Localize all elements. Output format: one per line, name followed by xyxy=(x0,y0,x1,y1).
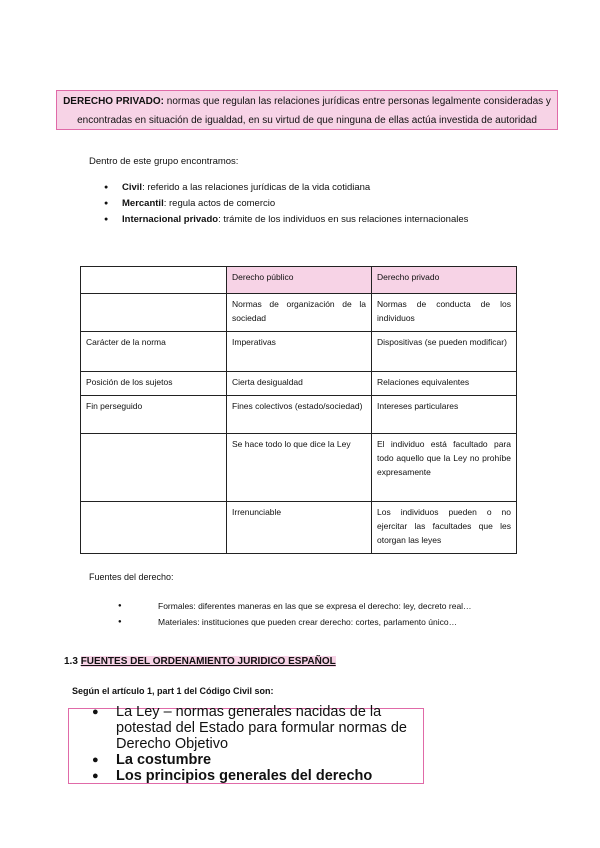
list-item xyxy=(104,180,468,196)
table-row xyxy=(81,372,517,396)
group-text: : regula actos de comercio xyxy=(163,198,276,209)
table-cell: Dispositivas (se pueden modificar) xyxy=(372,332,517,372)
table-cell: Cierta desigualdad xyxy=(227,372,372,396)
table-cell xyxy=(81,294,227,332)
table-cell: El individuo está facultado para todo aquello que la Ley no prohíbe expresamente xyxy=(372,434,517,502)
table-row xyxy=(81,434,517,502)
table-cell: Normas de conducta de los individuos xyxy=(372,294,517,332)
section-heading xyxy=(64,656,336,667)
list-item xyxy=(104,196,468,212)
table-row xyxy=(81,502,517,554)
private-law-groups xyxy=(104,180,468,228)
table-cell: Normas de organización de la sociedad xyxy=(227,294,372,332)
table-cell: Posición de los sujetos xyxy=(81,372,227,396)
table-cell: Irrenunciable xyxy=(227,502,372,554)
table-cell: Los individuos pueden o no ejercitar las facultades que les otorgan las leyes xyxy=(372,502,517,554)
list-item: ● La costumbre xyxy=(92,752,412,768)
list-item: ● Los principios generales del derecho xyxy=(92,768,412,784)
sources-list xyxy=(92,704,412,784)
group-text: : referido a las relaciones jurídicas de la vida cotidiana xyxy=(142,182,371,193)
table-row xyxy=(81,332,517,372)
table-header-private: Derecho privado xyxy=(372,267,517,294)
table-cell: Intereses particulares xyxy=(372,396,517,434)
table-header-row xyxy=(81,267,517,294)
group-term: Internacional privado xyxy=(122,214,219,225)
table-cell: Imperativas xyxy=(227,332,372,372)
table-cell xyxy=(81,434,227,502)
section-number: 1.3 xyxy=(64,656,78,667)
definition-line2: encontradas en situación de igualdad, en su virtud de que ninguna de ellas actúa investida de autoridad xyxy=(77,115,537,126)
group-term: Mercantil xyxy=(122,198,164,209)
intro-text: Dentro de este grupo encontramos: xyxy=(89,156,239,167)
section-title: FUENTES DEL ORDENAMIENTO JURIDICO ESPAÑOL xyxy=(80,656,336,667)
definition-callout xyxy=(56,90,558,130)
table-cell xyxy=(81,267,227,294)
list-item: ● Formales: diferentes maneras en las que se expresa el derecho: ley, decreto real… xyxy=(118,598,472,614)
definition-line1: normas que regulan las relaciones jurídicas entre personas legalmente consideradas y xyxy=(166,96,551,107)
table-row xyxy=(81,294,517,332)
table-cell: Fin perseguido xyxy=(81,396,227,434)
group-term: Civil xyxy=(122,182,143,193)
table-cell: Relaciones equivalentes xyxy=(372,372,517,396)
table-header-public: Derecho público xyxy=(227,267,372,294)
subtitle: Según el artículo 1, part 1 del Código Civil son: xyxy=(72,686,274,696)
table-cell: Fines colectivos (estado/sociedad) xyxy=(227,396,372,434)
group-text: : trámite de los individuos en sus relaciones internacionales xyxy=(218,214,469,225)
comparison-table xyxy=(80,266,517,554)
table-cell: Se hace todo lo que dice la Ley xyxy=(227,434,372,502)
list-item xyxy=(104,212,468,228)
fuentes-list xyxy=(118,598,472,630)
list-item: ● Materiales: instituciones que pueden crear derecho: cortes, parlamento único… xyxy=(118,614,472,630)
list-item: ● La Ley – normas generales nacidas de la potestad del Estado para formular normas de Derecho Objetivo xyxy=(92,704,412,752)
table-row xyxy=(81,396,517,434)
table-cell: Carácter de la norma xyxy=(81,332,227,372)
table-cell xyxy=(81,502,227,554)
fuentes-title: Fuentes del derecho: xyxy=(89,572,174,582)
definition-term: DERECHO PRIVADO: xyxy=(63,96,165,107)
